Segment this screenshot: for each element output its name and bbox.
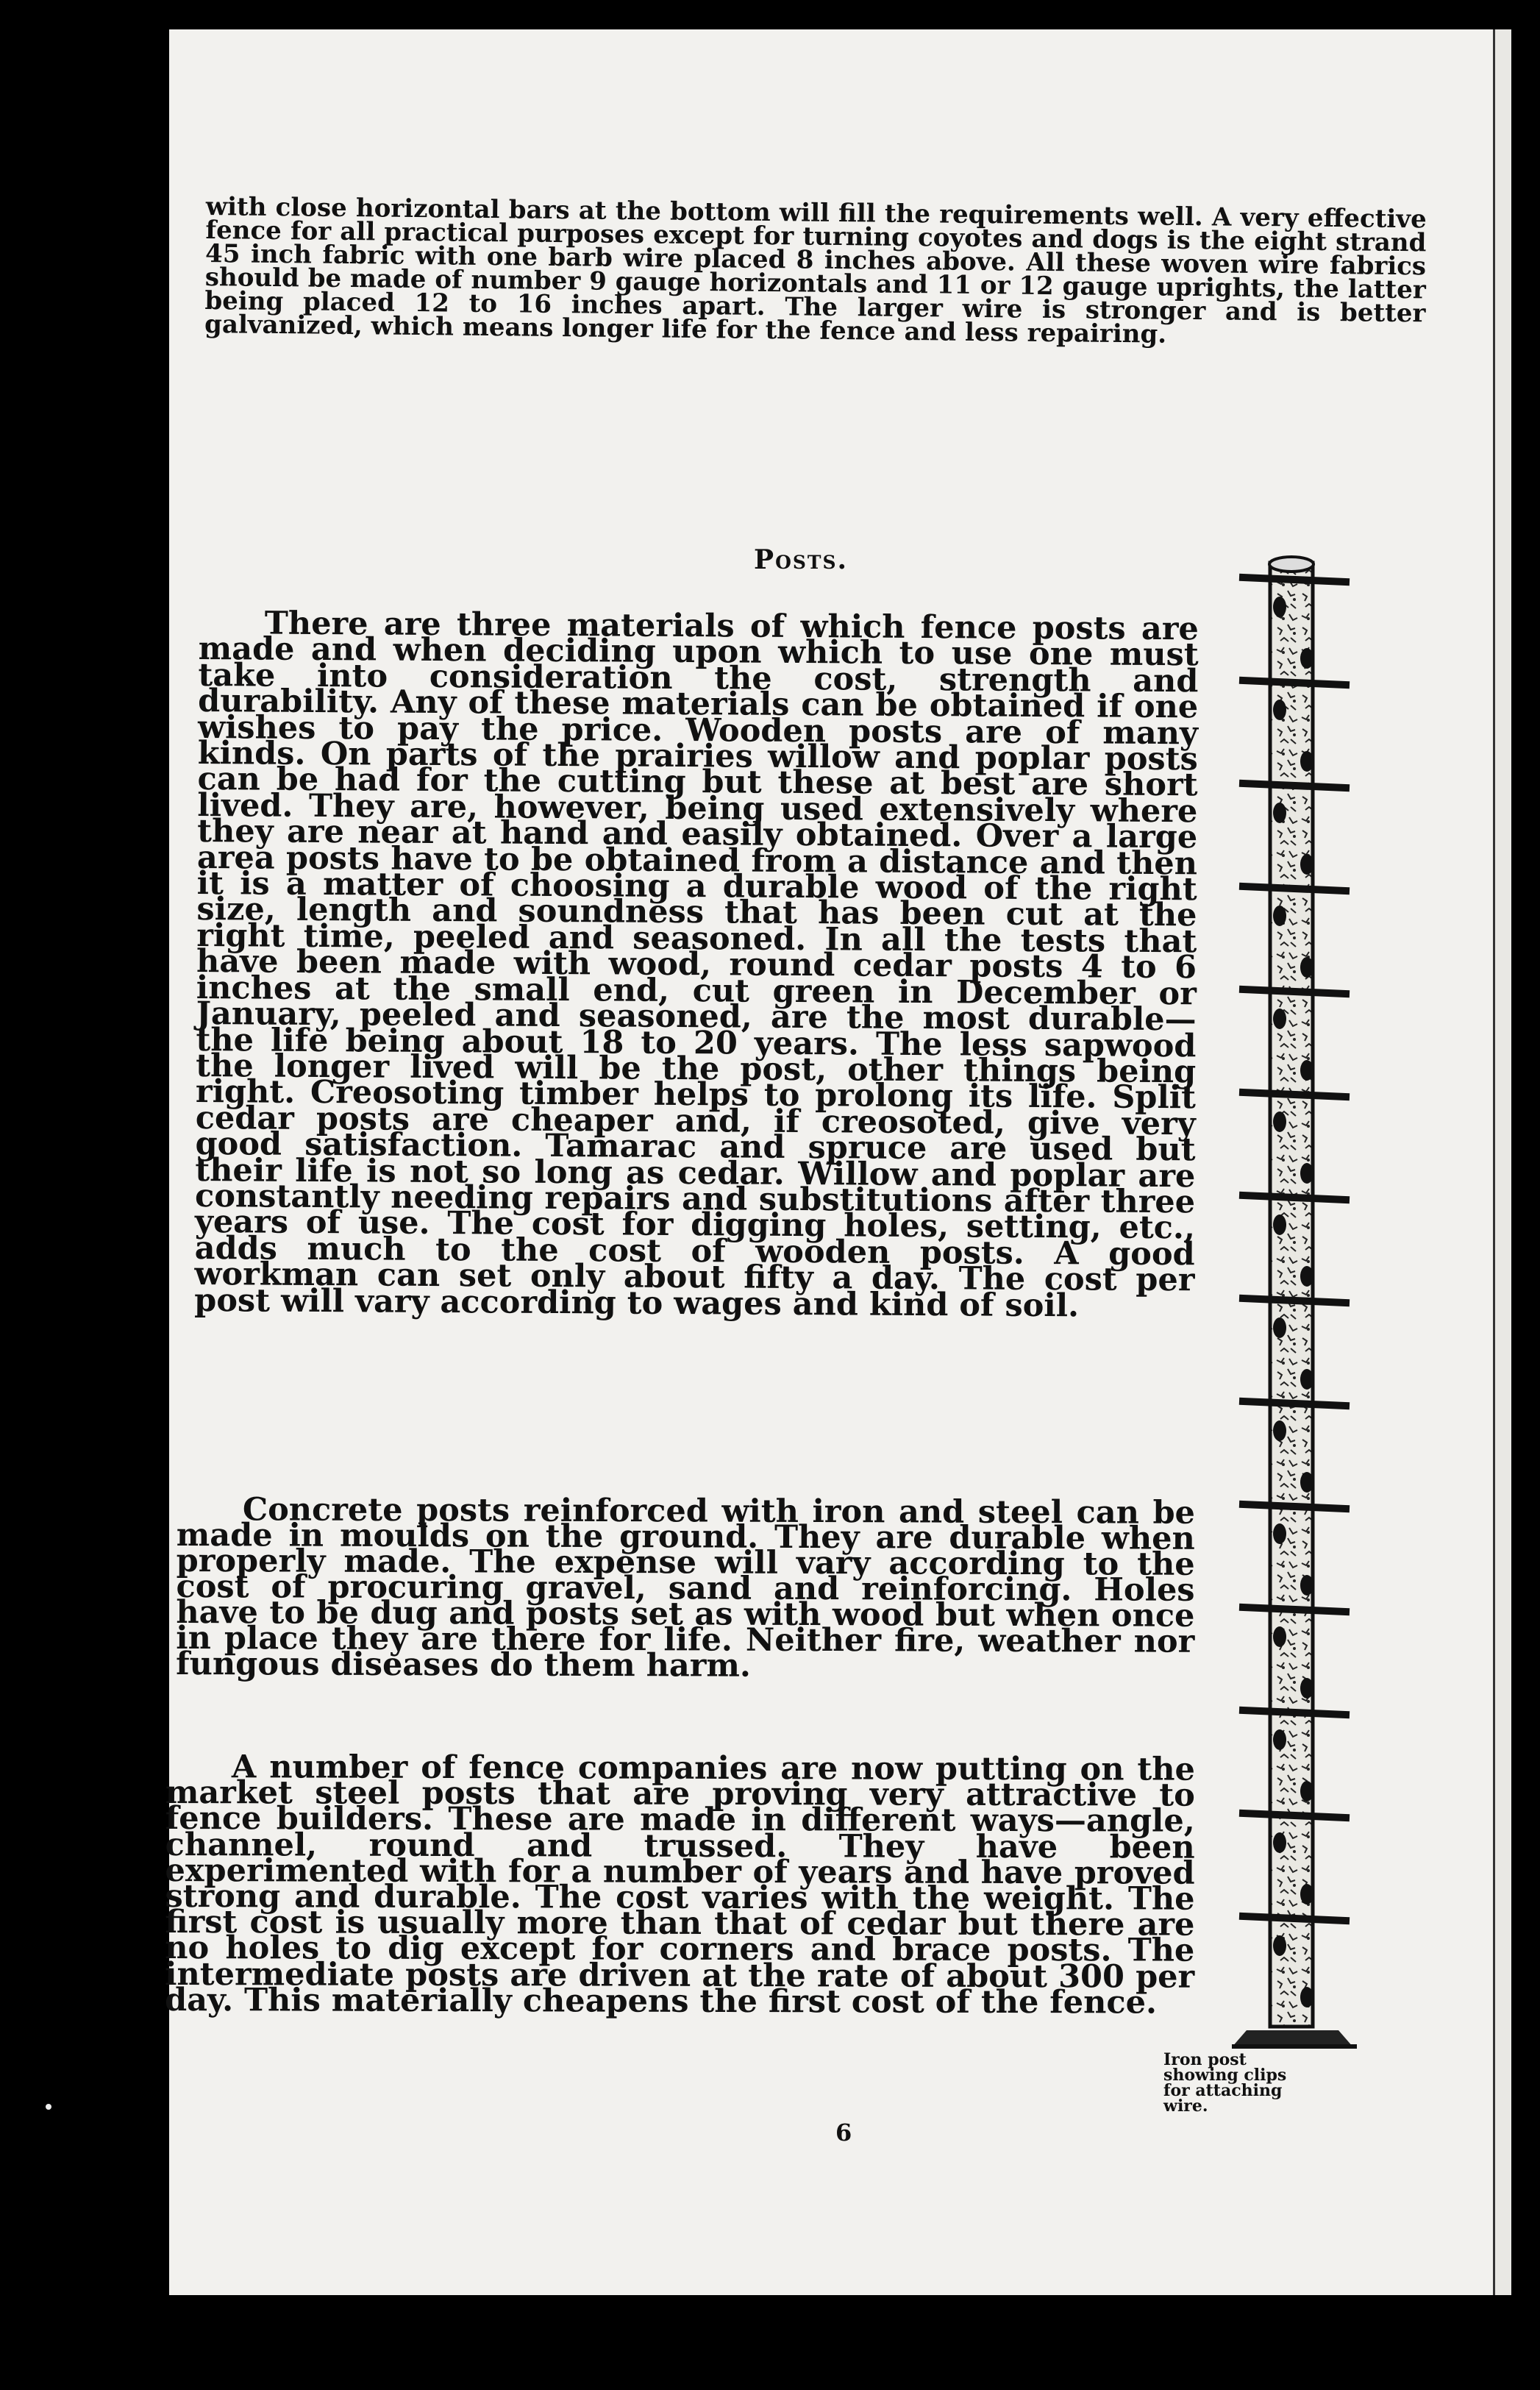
section-heading: Posts. bbox=[754, 544, 849, 575]
post-crossbar bbox=[1243, 1195, 1346, 1200]
wire-clip bbox=[1300, 1884, 1313, 1904]
iron-post-illustration bbox=[1224, 555, 1361, 2049]
wire-clip bbox=[1273, 700, 1286, 720]
wire-clip bbox=[1300, 1060, 1313, 1081]
post-crossbar bbox=[1243, 577, 1346, 582]
wire-clip bbox=[1300, 1781, 1313, 1802]
post-crossbar bbox=[1243, 1813, 1346, 1818]
post-crossbar bbox=[1243, 989, 1346, 994]
wire-clip bbox=[1273, 1214, 1286, 1235]
wire-clip bbox=[1273, 1523, 1286, 1544]
posts-paragraph-concrete: Concrete posts reinforced with iron and steel can be made in moulds on the ground. They are durable when properly made. The expense will vary according to the cost of procuring gravel, sand and reinforcing. Holes have to be dug and posts set as with wood but when once in place they are there for life. Neither fire, weather nor fungous diseases do them harm. bbox=[176, 1491, 1196, 1685]
posts-paragraph-wood: There are three materials of which fence posts are made and when deciding upon which to use one must take into consideration the cost, strength and durability. Any of these materials can be obtained if one wishes to pay the price. Wooden posts are of many kinds. On parts of the prairies willow and poplar posts can be had for the cutting but these at best are short lived. They are, however, being used extensively where they are near at hand and easily obtained. Over a large area posts have to be obtained from a distance and then it is a matter of choosing a durable wood of the right size, length and soundness that has been cut at the right time, peeled and seasoned. In all the tests that have been made with wood, round cedar posts 4 to 6 inches at the small end, cut green in December or January, peeled and seasoned, are the most durable—the life being about 18 to 20 years. The less sapwood the longer lived will be the post, other things being right. Creosoting timber helps to prolong its life. Split cedar posts are cheaper and, if creosoted, give very good satisfaction. Tamarac and spruce are used but their life is not so long as cedar. Willow and poplar are constantly needing repairs and substitutions after three years of use. The cost for digging holes, setting, etc., adds much to the cost of wooden posts. A good workman can set only about fifty a day. The cost per post will vary according to wages and kind of soil. bbox=[194, 605, 1199, 1324]
wire-clip bbox=[1273, 906, 1286, 926]
wire-clip bbox=[1300, 751, 1313, 772]
post-crossbar bbox=[1243, 886, 1346, 891]
post-crossbar bbox=[1243, 1607, 1346, 1612]
post-crossbar bbox=[1243, 1401, 1346, 1406]
wire-clip bbox=[1300, 1266, 1313, 1287]
post-crossbar bbox=[1243, 1916, 1346, 1921]
facing-page-edge bbox=[1493, 29, 1511, 2295]
wire-clip bbox=[1273, 1832, 1286, 1853]
wire-clip bbox=[1300, 1575, 1313, 1596]
wire-clip bbox=[1273, 1112, 1286, 1132]
post-crossbar bbox=[1243, 783, 1346, 788]
wire-clip bbox=[1273, 1009, 1286, 1029]
scan-speck bbox=[46, 2104, 51, 2110]
wire-clip bbox=[1273, 1935, 1286, 1956]
wire-clip bbox=[1300, 854, 1313, 875]
wire-clip bbox=[1300, 1987, 1313, 2007]
post-crossbar bbox=[1243, 1504, 1346, 1509]
wire-clip bbox=[1300, 1369, 1313, 1390]
posts-paragraph-steel: A number of fence companies are now putting on the market steel posts that are proving very attractive to fence builders. These are made in different ways—angle, channel, round and trussed. They have been experimented with for a number of years and have proved strong and durable. The cost varies with the weight. The first cost is usually more than that of cedar but there are no holes to dig except for corners and brace posts. The intermediate posts are driven at the rate of about 300 per day. This materially cheapens the first cost of the fence. bbox=[165, 1749, 1196, 2021]
figure-caption: Iron post showing clips for attaching wire. bbox=[1163, 2050, 1287, 2116]
wire-clip bbox=[1273, 1729, 1286, 1750]
wire-clip bbox=[1300, 1472, 1313, 1493]
wire-clip bbox=[1273, 597, 1286, 617]
post-crossbar bbox=[1243, 680, 1346, 685]
post-crossbar bbox=[1243, 1092, 1346, 1097]
wire-clip bbox=[1273, 1420, 1286, 1441]
wire-clip bbox=[1273, 803, 1286, 823]
intro-paragraph: with close horizontal bars at the bottom will fill the requirements well. A very effective fence for all practical purposes except for turning coyotes and dogs is the eight strand 45 inch fabric with one barb wire placed 8 inches above. All these woven wire fabrics should be made of number 9 gauge horizontals and 11 or 12 gauge uprights, the latter being placed 12 to 16 inches apart. The larger wire is stronger and is better galvanized, which means longer life for the fence and less repairing. bbox=[204, 192, 1427, 349]
wire-clip bbox=[1300, 648, 1313, 669]
wire-clip bbox=[1300, 957, 1313, 978]
page-number: 6 bbox=[835, 2119, 852, 2147]
wire-clip bbox=[1273, 1626, 1286, 1647]
wire-clip bbox=[1300, 1163, 1313, 1184]
post-crossbar bbox=[1243, 1710, 1346, 1715]
wire-clip bbox=[1300, 1678, 1313, 1699]
wire-clip bbox=[1273, 1317, 1286, 1338]
post-crossbar bbox=[1243, 1298, 1346, 1303]
